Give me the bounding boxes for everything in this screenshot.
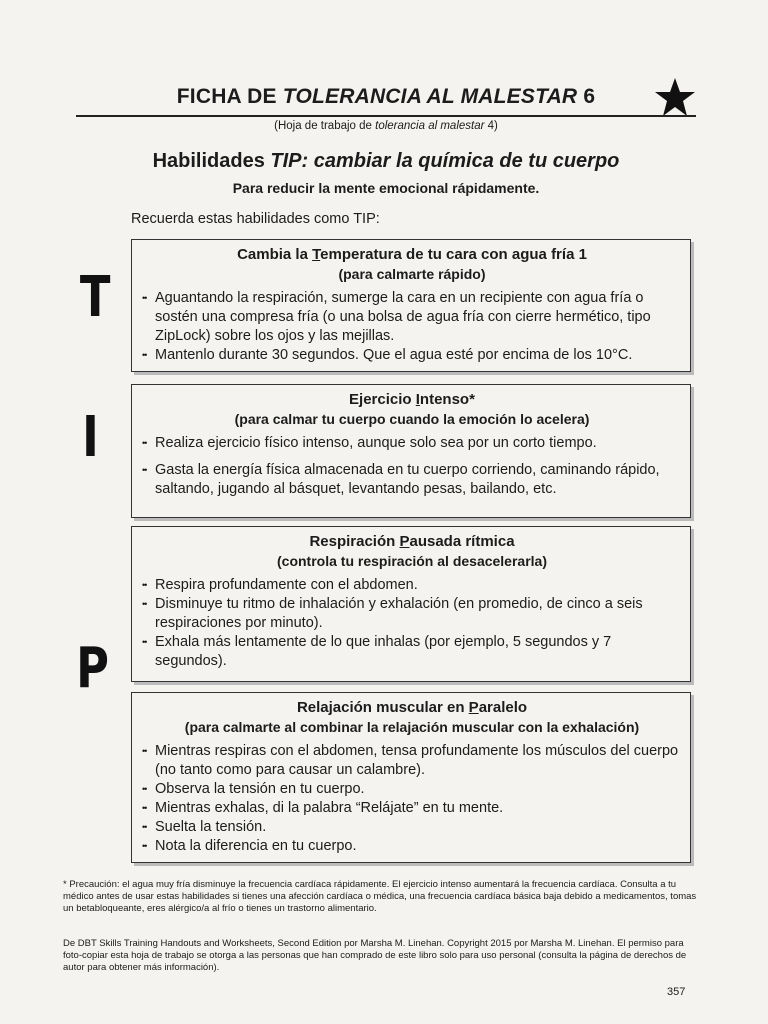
skills-subheading: Para reducir la mente emocional rápidamente.: [232, 180, 540, 196]
list-item: •• Respira profundamente con el abdomen.: [142, 576, 682, 595]
intro-text: Recuerda estas habilidades como TIP:: [131, 211, 380, 227]
letter-i: I: [82, 405, 99, 470]
header-rule: [76, 115, 696, 117]
copyright-credit: De DBT Skills Training Handouts and Worksheets, Second Edition por Marsha M. Linehan. Copyright 2015 por Marsha M. Linehan. El permiso para foto-copiar esta hoja de trabajo se otorga a las personas que han comprado de este libro solo para uso personal (consulta la página de derechos de autor para obtener más información).: [63, 938, 687, 973]
tip-box-paced-breathing: [131, 526, 691, 682]
box-subtitle: (controla tu respiración al desacelerarla): [277, 553, 547, 569]
worksheet-title: FICHA DE TOLERANCIA AL MALESTAR 6: [176, 85, 596, 108]
list-item: •• Realiza ejercicio físico intenso, aunque solo sea por un corto tiempo.: [142, 434, 682, 453]
box-subtitle: (para calmarte al combinar la relajación muscular con la exhalación): [184, 719, 640, 735]
worksheet-subtitle: (Hoja de trabajo de tolerancia al malestar 4): [274, 120, 498, 132]
list-item: •• Disminuye tu ritmo de inhalación y exhalación (en promedio, de cinco a seis respiraciones por minuto).: [142, 595, 682, 633]
list-item: •• Observa la tensión en tu cuerpo.: [142, 780, 682, 799]
page-number: 357: [667, 986, 686, 998]
list-item: •• Mantenlo durante 30 segundos. Que el agua esté por encima de los 10°C.: [142, 346, 682, 365]
list-item: •• Exhala más lentamente de lo que inhalas (por ejemplo, 5 segundos y 7 segundos).: [142, 633, 682, 671]
box-subtitle: (para calmarte rápido): [338, 266, 486, 282]
letter-t: T: [79, 265, 111, 330]
star-icon: [654, 76, 696, 118]
list-item: •• Mientras exhalas, di la palabra “Relájate” en tu mente.: [142, 799, 682, 818]
box-subtitle: (para calmar tu cuerpo cuando la emoción lo acelera): [234, 411, 590, 427]
letter-p: P: [76, 636, 109, 701]
skills-heading: Habilidades TIP: cambiar la química de tu cuerpo: [152, 150, 620, 172]
box-title: Ejercicio Intenso*: [349, 391, 475, 408]
list-item: •• Suelta la tensión.: [142, 818, 682, 837]
list-item: •• Mientras respiras con el abdomen, tensa profundamente los músculos del cuerpo (no tanto como para causar un calambre).: [142, 742, 682, 780]
box-title: Relajación muscular en Paralelo: [296, 699, 528, 716]
list-item: •• Aguantando la respiración, sumerge la cara en un recipiente con agua fría o sostén una compresa fría (o una bolsa de agua fría con cierre hermético, tipo ZipLock) sobre los ojos y las mejillas.: [142, 289, 682, 346]
list-item: •• Gasta la energía física almacenada en tu cuerpo corriendo, caminando rápido, saltando, jugando al básquet, levantando pesas, bailando, etc.: [142, 461, 682, 499]
box-title: Cambia la Temperatura de tu cara con agua fría 1: [237, 246, 587, 263]
caution-footnote: * Precaución: el agua muy fría disminuye la frecuencia cardíaca rápidamente. El ejercicio intenso aumentará la frecuencia cardíaca. Consulta a tu médico antes de usar estas habilidades si tienes una afección cardíaca o médica, una frecuencia cardíaca básica baja debido a medicamentos, tomas un betabloqueante, eres alérgico/a al frío o tienes un trastorno alimentario.: [63, 879, 697, 914]
tip-box-temperature: [131, 239, 691, 372]
list-item: •• Nota la diferencia en tu cuerpo.: [142, 837, 682, 856]
tip-box-exercise: [131, 384, 691, 518]
tip-box-paired-relaxation: [131, 692, 691, 863]
box-title: Respiración Pausada rítmica: [309, 533, 515, 550]
